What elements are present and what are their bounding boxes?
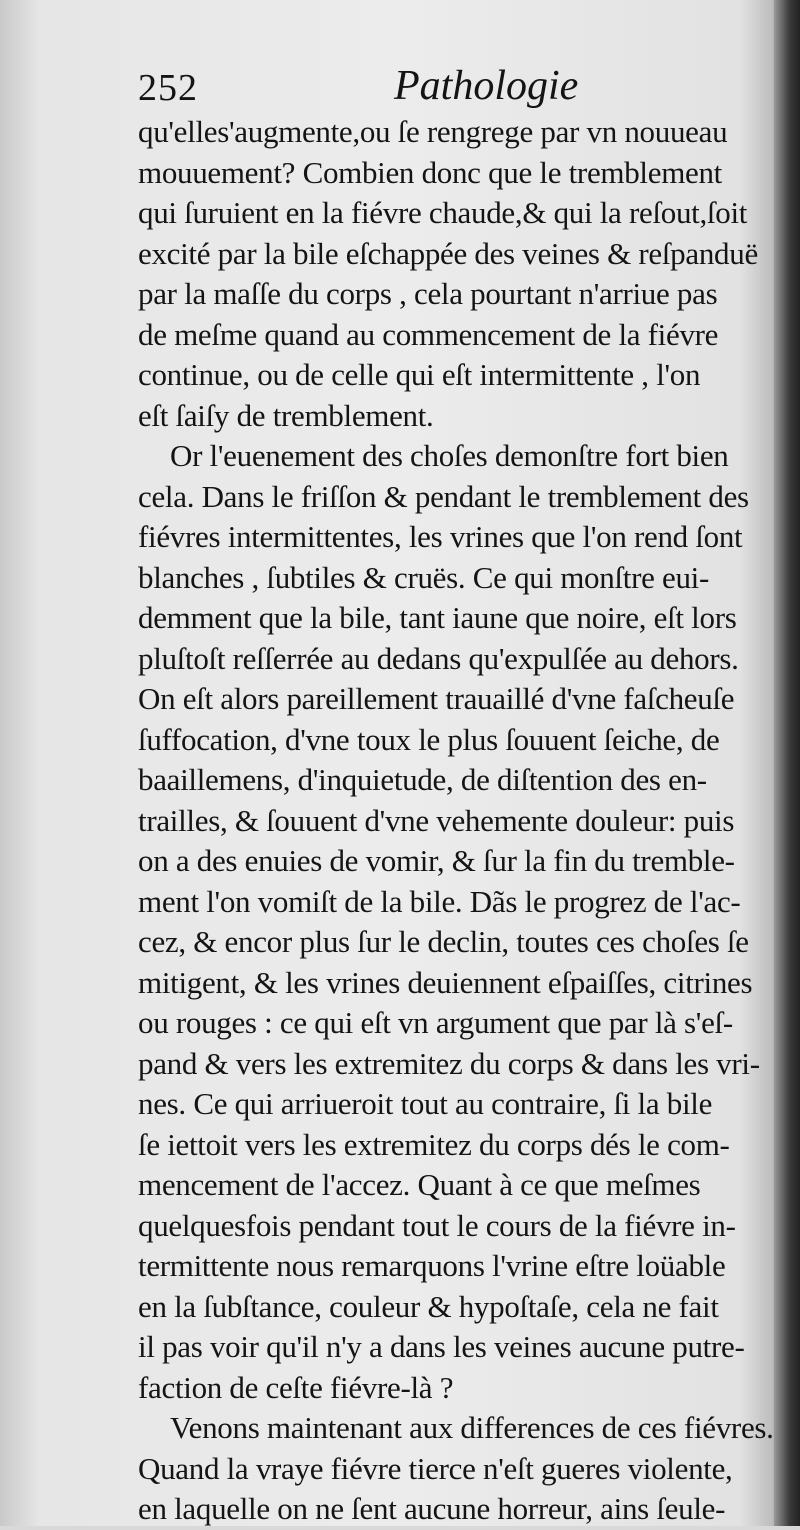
text-line: excité par la bile eſchappée des veines & reſpanduë [138,235,758,271]
text-line: ou rouges : ce qui eſt vn argument que par là s'eſ- [138,1005,733,1040]
text-line: nes. Ce qui arriueroit tout au contraire, ſi la bile [138,1086,713,1121]
page-number: 252 [138,67,198,109]
text-line: il pas voir qu'il n'y a dans les veines aucune putre- [138,1329,745,1364]
text-line: blanches , ſubtiles & cruës. Ce qui monſtre eui- [138,559,710,595]
text-line: Or l'euenement des choſes demonſtre fort bien [170,438,729,473]
text-line: fiévres intermittentes, les vrines que l'on rend ſont [138,519,743,554]
text-line: termittente nous remarquons l'vrine eſtre loüable [138,1248,726,1283]
text-line: qu'elles'augmente,ou ſe rengrege par vn nouueau [138,114,728,149]
text-line: cela. Dans le friſſon & pendant le tremblement des [138,478,749,514]
text-line: baaillemens, d'inquietude, de diſtention des en- [138,762,707,797]
text-line: trailles, & ſouuent d'vne vehemente douleur: puis [138,802,735,838]
text-line: par la maſſe du corps , cela pourtant n'arriue pas [138,276,718,311]
text-line: qui ſuruient en la fiévre chaude,& qui la reſout,ſoit [138,195,748,230]
text-line: en la ſubſtance, couleur & hypoſtaſe, cela ne fait [138,1288,719,1324]
text-line: eſt ſaiſy de tremblement. [138,397,434,433]
text-line: ſuffocation, d'vne toux le plus ſouuent ſeiche, de [138,721,720,757]
text-line: mencement de l'accez. Quant à ce que meſmes [138,1167,701,1202]
text-line: faction de ceſte fiévre-là ? [138,1369,454,1405]
text-line: Quand la vraye fiévre tierce n'eſt gueres violente, [138,1450,733,1486]
body-text [138,112,778,1530]
text-line: pand & vers les extremitez du corps & dans les vri- [138,1045,760,1081]
text-line: de meſme quand au commencement de la fiévre [138,316,719,352]
text-line: en laquelle on ne ſent aucune horreur, ains ſeule- [138,1491,726,1526]
text-line: pluſtoſt reſſerrée au dedans qu'expulſée au dehors. [138,640,739,676]
text-line: on a des enuies de vomir, & ſur la fin du tremble- [138,843,735,878]
text-line: continue, ou de celle qui eſt intermittente , l'on [138,357,701,392]
page-header [138,62,778,112]
text-line: mitigent, & les vrines deuiennent eſpaiſſes, citrines [138,964,753,1000]
running-head: Pathologie [394,63,579,109]
text-line: quelquesfois pendant tout le cours de la fiévre in- [138,1207,736,1243]
text-line: demment que la bile, tant iaune que noire, eſt lors [138,600,737,635]
text-line: cez, & encor plus ſur le declin, toutes ces choſes ſe [138,924,749,959]
text-line: Venons maintenant aux differences de ces fiévres. [170,1410,774,1445]
text-line: mouuement? Combien donc que le tremblement [138,154,722,190]
text-line: ment l'on vomiſt de la bile. Dãs le progrez de l'ac- [138,883,741,919]
text-line: On eſt alors pareillement trauaillé d'vne faſcheuſe [138,681,735,716]
text-line: ſe iettoit vers les extremitez du corps dés le com- [138,1126,730,1162]
